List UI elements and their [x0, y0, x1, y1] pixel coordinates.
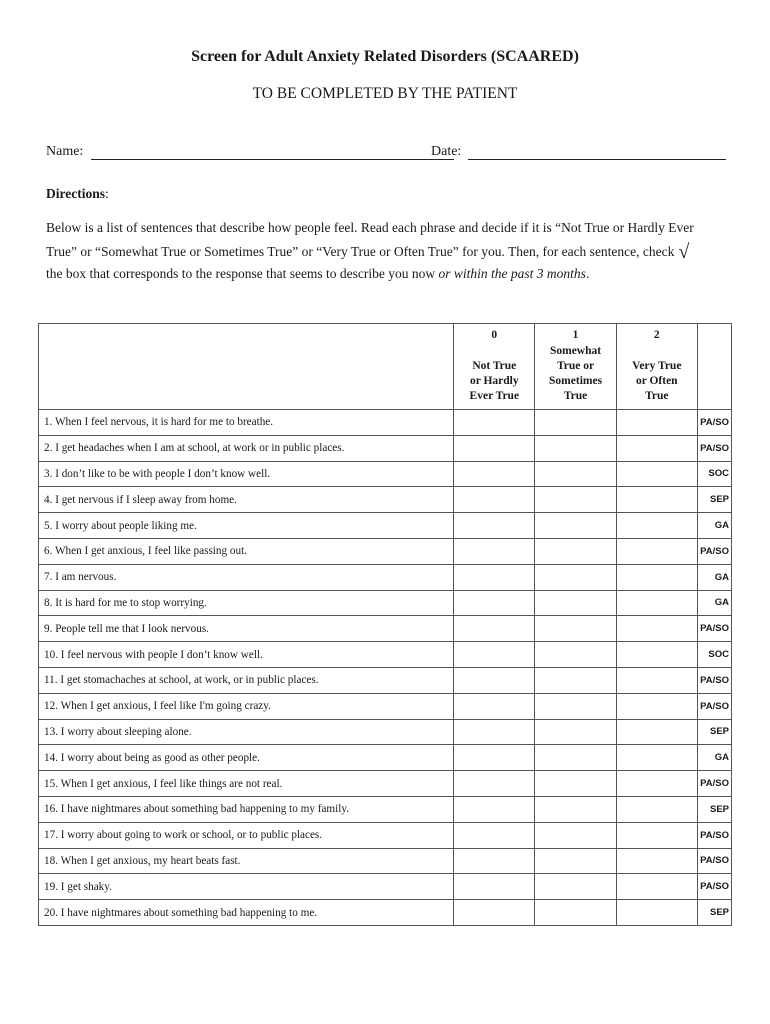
item-text: 6. When I get anxious, I feel like passing out. — [39, 538, 454, 564]
response-checkbox-2[interactable] — [616, 822, 697, 848]
header-col-0 — [454, 324, 535, 410]
item-text: 1. When I feel nervous, it is hard for me to breathe. — [39, 410, 454, 436]
subscale-code: SEP — [697, 719, 731, 745]
item-text: 14. I worry about being as good as other people. — [39, 745, 454, 771]
item-text: 3. I don’t like to be with people I don’t know well. — [39, 461, 454, 487]
response-checkbox-2[interactable] — [616, 487, 697, 513]
response-checkbox-2[interactable] — [616, 435, 697, 461]
header-score-0: 0 — [491, 329, 498, 341]
item-text: 17. I worry about going to work or school, or to public places. — [39, 822, 454, 848]
header-code-cell — [697, 324, 731, 410]
table-row — [39, 590, 732, 616]
response-checkbox-1[interactable] — [535, 745, 616, 771]
header-label-line: Sometimes — [549, 375, 603, 387]
response-checkbox-1[interactable] — [535, 693, 616, 719]
response-checkbox-2[interactable] — [616, 410, 697, 436]
response-checkbox-1[interactable] — [535, 616, 616, 642]
header-score-1: 1 — [572, 329, 579, 341]
item-text: 20. I have nightmares about something bad happening to me. — [39, 900, 454, 926]
name-date-row — [46, 144, 726, 162]
header-label-line: or Often — [635, 375, 678, 387]
date-field[interactable] — [468, 159, 726, 160]
item-text: 16. I have nightmares about something bad happening to my family. — [39, 796, 454, 822]
response-checkbox-0[interactable] — [454, 564, 535, 590]
response-checkbox-2[interactable] — [616, 513, 697, 539]
subscale-code: PA/SO — [697, 848, 731, 874]
response-checkbox-1[interactable] — [535, 461, 616, 487]
header-col-1 — [535, 324, 616, 410]
table-row — [39, 719, 732, 745]
response-checkbox-0[interactable] — [454, 693, 535, 719]
item-text: 10. I feel nervous with people I don’t know well. — [39, 642, 454, 668]
response-checkbox-0[interactable] — [454, 667, 535, 693]
date-label: Date: — [431, 144, 462, 159]
table-row — [39, 667, 732, 693]
table-row — [39, 513, 732, 539]
item-text: 15. When I get anxious, I feel like things are not real. — [39, 771, 454, 797]
subscale-code: PA/SO — [697, 616, 731, 642]
item-text: 19. I get shaky. — [39, 874, 454, 900]
header-label-line: True — [563, 390, 588, 402]
item-text: 11. I get stomachaches at school, at work, or in public places. — [39, 667, 454, 693]
response-checkbox-1[interactable] — [535, 771, 616, 797]
response-checkbox-1[interactable] — [535, 796, 616, 822]
response-checkbox-0[interactable] — [454, 590, 535, 616]
header-label-2 — [617, 359, 697, 404]
table-row — [39, 822, 732, 848]
response-checkbox-2[interactable] — [616, 796, 697, 822]
response-checkbox-0[interactable] — [454, 487, 535, 513]
subscale-code: GA — [697, 590, 731, 616]
subscale-code: PA/SO — [697, 410, 731, 436]
item-text: 18. When I get anxious, my heart beats fast. — [39, 848, 454, 874]
name-label: Name: — [46, 144, 84, 159]
questionnaire-table — [38, 323, 732, 926]
response-checkbox-1[interactable] — [535, 719, 616, 745]
response-checkbox-2[interactable] — [616, 538, 697, 564]
response-checkbox-2[interactable] — [616, 564, 697, 590]
header-blank-cell — [39, 324, 454, 410]
item-text: 2. I get headaches when I am at school, at work or in public places. — [39, 435, 454, 461]
response-checkbox-2[interactable] — [616, 719, 697, 745]
subscale-code: SEP — [697, 796, 731, 822]
directions-timeframe: or within the past 3 months — [438, 266, 586, 281]
directions-heading — [46, 186, 109, 202]
response-checkbox-0[interactable] — [454, 461, 535, 487]
item-text: 7. I am nervous. — [39, 564, 454, 590]
subscale-code: PA/SO — [697, 538, 731, 564]
table-header-row — [39, 324, 732, 410]
response-checkbox-2[interactable] — [616, 616, 697, 642]
response-checkbox-0[interactable] — [454, 616, 535, 642]
header-col-2 — [616, 324, 697, 410]
name-field[interactable] — [91, 159, 454, 160]
directions-colon: : — [105, 186, 109, 201]
response-checkbox-2[interactable] — [616, 874, 697, 900]
table-row — [39, 771, 732, 797]
subscale-code: SOC — [697, 642, 731, 668]
response-checkbox-0[interactable] — [454, 822, 535, 848]
response-checkbox-1[interactable] — [535, 487, 616, 513]
subscale-code: GA — [697, 513, 731, 539]
header-label-line: Ever True — [469, 390, 520, 402]
item-text: 5. I worry about people liking me. — [39, 513, 454, 539]
header-label-line: True — [645, 390, 669, 402]
table-row — [39, 796, 732, 822]
directions-label: Directions — [46, 186, 105, 201]
response-checkbox-2[interactable] — [616, 745, 697, 771]
header-label-line: Not True — [472, 360, 517, 372]
response-checkbox-0[interactable] — [454, 719, 535, 745]
subscale-code: GA — [697, 745, 731, 771]
header-label-1 — [535, 344, 615, 404]
table-row — [39, 487, 732, 513]
subscale-code: PA/SO — [697, 435, 731, 461]
response-checkbox-1[interactable] — [535, 564, 616, 590]
subscale-code: PA/SO — [697, 874, 731, 900]
response-checkbox-0[interactable] — [454, 874, 535, 900]
response-checkbox-1[interactable] — [535, 822, 616, 848]
response-checkbox-2[interactable] — [616, 461, 697, 487]
response-checkbox-0[interactable] — [454, 642, 535, 668]
response-checkbox-2[interactable] — [616, 590, 697, 616]
table-row — [39, 564, 732, 590]
response-checkbox-1[interactable] — [535, 667, 616, 693]
response-checkbox-2[interactable] — [616, 900, 697, 926]
response-checkbox-0[interactable] — [454, 745, 535, 771]
checkmark-icon: √ — [678, 241, 690, 263]
response-checkbox-0[interactable] — [454, 410, 535, 436]
item-text: 4. I get nervous if I sleep away from home. — [39, 487, 454, 513]
response-checkbox-2[interactable] — [616, 667, 697, 693]
table-row — [39, 745, 732, 771]
response-checkbox-1[interactable] — [535, 874, 616, 900]
directions-body: Below is a list of sentences that describe how people feel. Read each phrase and decide if it is “Not True or Hardly Ever True” or “Somewhat True or Sometimes True” or “Very True or Often True” for you. Then, for each sentence, check — [46, 220, 694, 259]
table-row — [39, 693, 732, 719]
table-row — [39, 538, 732, 564]
header-score-2: 2 — [653, 329, 660, 341]
header-label-line: True or — [556, 360, 595, 372]
subscale-code: PA/SO — [697, 667, 731, 693]
item-text: 13. I worry about sleeping alone. — [39, 719, 454, 745]
item-text: 8. It is hard for me to stop worrying. — [39, 590, 454, 616]
subscale-code: GA — [697, 564, 731, 590]
response-checkbox-1[interactable] — [535, 513, 616, 539]
directions-end: . — [585, 266, 590, 281]
response-checkbox-1[interactable] — [535, 590, 616, 616]
response-checkbox-1[interactable] — [535, 848, 616, 874]
response-checkbox-2[interactable] — [616, 693, 697, 719]
item-text: 9. People tell me that I look nervous. — [39, 616, 454, 642]
response-checkbox-2[interactable] — [616, 771, 697, 797]
subscale-code: SEP — [697, 487, 731, 513]
table-row — [39, 461, 732, 487]
page-title: Screen for Adult Anxiety Related Disorders (SCAARED) — [191, 48, 579, 65]
response-checkbox-1[interactable] — [535, 900, 616, 926]
response-checkbox-2[interactable] — [616, 642, 697, 668]
response-checkbox-0[interactable] — [454, 771, 535, 797]
response-checkbox-2[interactable] — [616, 848, 697, 874]
subscale-code: PA/SO — [697, 822, 731, 848]
response-checkbox-0[interactable] — [454, 848, 535, 874]
table-row — [39, 874, 732, 900]
subscale-code: SEP — [697, 900, 731, 926]
directions-body-2: the box that corresponds to the response that seems to describe you now — [46, 266, 436, 281]
response-checkbox-1[interactable] — [535, 538, 616, 564]
response-checkbox-1[interactable] — [535, 435, 616, 461]
directions-text — [46, 217, 724, 285]
table-row — [39, 616, 732, 642]
table-row — [39, 410, 732, 436]
item-text: 12. When I get anxious, I feel like I'm going crazy. — [39, 693, 454, 719]
table-row — [39, 900, 732, 926]
response-checkbox-1[interactable] — [535, 410, 616, 436]
page-subtitle: TO BE COMPLETED BY THE PATIENT — [252, 85, 518, 102]
header-label-line: Very True — [632, 360, 682, 372]
header-label-line: or Hardly — [469, 375, 519, 387]
subscale-code: SOC — [697, 461, 731, 487]
response-checkbox-0[interactable] — [454, 900, 535, 926]
response-checkbox-0[interactable] — [454, 435, 535, 461]
subscale-code: PA/SO — [697, 771, 731, 797]
response-checkbox-0[interactable] — [454, 796, 535, 822]
header-label-line: Somewhat — [549, 345, 602, 357]
header-label-0 — [454, 359, 534, 404]
response-checkbox-0[interactable] — [454, 513, 535, 539]
table-row — [39, 435, 732, 461]
subscale-code: PA/SO — [697, 693, 731, 719]
table-row — [39, 642, 732, 668]
table-row — [39, 848, 732, 874]
response-checkbox-1[interactable] — [535, 642, 616, 668]
response-checkbox-0[interactable] — [454, 538, 535, 564]
